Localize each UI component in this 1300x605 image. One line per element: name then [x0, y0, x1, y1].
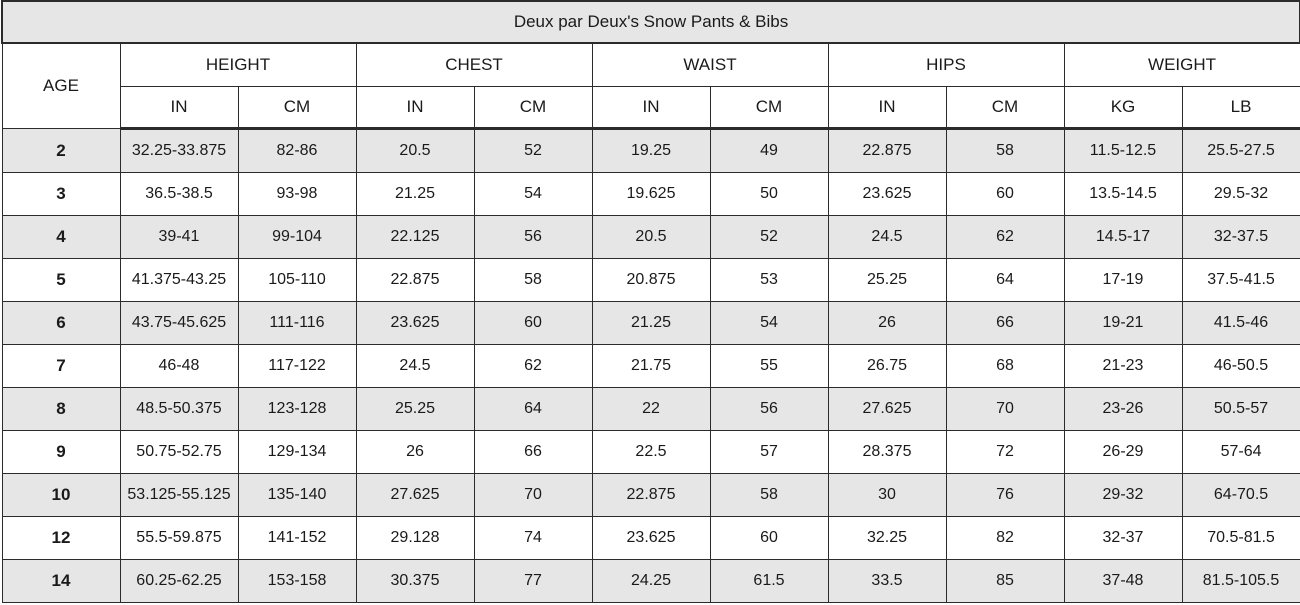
group-header-weight: WEIGHT	[1064, 43, 1300, 87]
table-title: Deux par Deux's Snow Pants & Bibs	[2, 1, 1300, 43]
table-cell: 77	[474, 560, 592, 603]
table-cell: 11.5-12.5	[1064, 129, 1182, 173]
table-cell: 81.5-105.5	[1182, 560, 1300, 603]
age-cell: 10	[2, 474, 120, 517]
table-cell: 85	[946, 560, 1064, 603]
size-chart-table	[1, 0, 1300, 603]
table-cell: 82-86	[238, 129, 356, 173]
age-cell: 6	[2, 302, 120, 345]
table-cell: 64-70.5	[1182, 474, 1300, 517]
table-cell: 74	[474, 517, 592, 560]
group-header-height: HEIGHT	[120, 43, 356, 87]
table-cell: 105-110	[238, 259, 356, 302]
table-cell: 53.125-55.125	[120, 474, 238, 517]
table-cell: 56	[474, 216, 592, 259]
table-cell: 117-122	[238, 345, 356, 388]
table-cell: 123-128	[238, 388, 356, 431]
table-cell: 20.875	[592, 259, 710, 302]
table-cell: 58	[710, 474, 828, 517]
table-cell: 54	[710, 302, 828, 345]
table-cell: 22.875	[828, 129, 946, 173]
table-cell: 70	[946, 388, 1064, 431]
table-cell: 129-134	[238, 431, 356, 474]
table-cell: 19.25	[592, 129, 710, 173]
table-row	[2, 216, 1300, 259]
table-cell: 19.625	[592, 173, 710, 216]
table-cell: 52	[710, 216, 828, 259]
table-cell: 17-19	[1064, 259, 1182, 302]
table-cell: 26	[356, 431, 474, 474]
table-cell: 46-50.5	[1182, 345, 1300, 388]
table-cell: 46-48	[120, 345, 238, 388]
age-cell: 8	[2, 388, 120, 431]
table-cell: 32.25-33.875	[120, 129, 238, 173]
group-header-waist: WAIST	[592, 43, 828, 87]
table-cell: 30	[828, 474, 946, 517]
table-cell: 32.25	[828, 517, 946, 560]
table-row	[2, 388, 1300, 431]
table-cell: 48.5-50.375	[120, 388, 238, 431]
table-cell: 26-29	[1064, 431, 1182, 474]
unit-header: LB	[1182, 87, 1300, 129]
table-cell: 29-32	[1064, 474, 1182, 517]
table-cell: 68	[946, 345, 1064, 388]
table-cell: 54	[474, 173, 592, 216]
table-cell: 24.5	[356, 345, 474, 388]
table-cell: 37-48	[1064, 560, 1182, 603]
table-cell: 43.75-45.625	[120, 302, 238, 345]
table-cell: 55.5-59.875	[120, 517, 238, 560]
table-cell: 66	[474, 431, 592, 474]
unit-header: IN	[356, 87, 474, 129]
unit-header: IN	[828, 87, 946, 129]
table-cell: 57-64	[1182, 431, 1300, 474]
table-cell: 22.875	[356, 259, 474, 302]
table-cell: 60	[710, 517, 828, 560]
unit-header: IN	[120, 87, 238, 129]
table-row	[2, 517, 1300, 560]
table-cell: 23.625	[356, 302, 474, 345]
table-cell: 21.75	[592, 345, 710, 388]
table-cell: 32-37.5	[1182, 216, 1300, 259]
table-cell: 25.25	[828, 259, 946, 302]
table-cell: 76	[946, 474, 1064, 517]
unit-header: IN	[592, 87, 710, 129]
table-cell: 20.5	[592, 216, 710, 259]
table-cell: 28.375	[828, 431, 946, 474]
table-cell: 39-41	[120, 216, 238, 259]
age-cell: 4	[2, 216, 120, 259]
table-cell: 37.5-41.5	[1182, 259, 1300, 302]
table-cell: 23.625	[828, 173, 946, 216]
age-cell: 2	[2, 129, 120, 173]
table-cell: 93-98	[238, 173, 356, 216]
table-row	[2, 173, 1300, 216]
table-cell: 36.5-38.5	[120, 173, 238, 216]
table-cell: 29.128	[356, 517, 474, 560]
table-row	[2, 129, 1300, 173]
unit-header: CM	[238, 87, 356, 129]
table-cell: 50.5-57	[1182, 388, 1300, 431]
table-cell: 20.5	[356, 129, 474, 173]
table-cell: 153-158	[238, 560, 356, 603]
table-row	[2, 431, 1300, 474]
table-cell: 70	[474, 474, 592, 517]
table-cell: 30.375	[356, 560, 474, 603]
table-cell: 21-23	[1064, 345, 1182, 388]
table-row	[2, 302, 1300, 345]
age-cell: 14	[2, 560, 120, 603]
group-header-hips: HIPS	[828, 43, 1064, 87]
table-body	[2, 129, 1300, 603]
table-cell: 24.25	[592, 560, 710, 603]
table-cell: 13.5-14.5	[1064, 173, 1182, 216]
table-cell: 21.25	[592, 302, 710, 345]
table-cell: 111-116	[238, 302, 356, 345]
table-cell: 14.5-17	[1064, 216, 1182, 259]
table-cell: 70.5-81.5	[1182, 517, 1300, 560]
table-cell: 58	[946, 129, 1064, 173]
table-cell: 72	[946, 431, 1064, 474]
table-cell: 19-21	[1064, 302, 1182, 345]
table-cell: 29.5-32	[1182, 173, 1300, 216]
table-cell: 52	[474, 129, 592, 173]
table-row	[2, 259, 1300, 302]
unit-header: CM	[946, 87, 1064, 129]
table-cell: 24.5	[828, 216, 946, 259]
table-cell: 53	[710, 259, 828, 302]
age-cell: 5	[2, 259, 120, 302]
table-row	[2, 345, 1300, 388]
unit-header: CM	[474, 87, 592, 129]
table-cell: 61.5	[710, 560, 828, 603]
table-cell: 27.625	[356, 474, 474, 517]
age-cell: 3	[2, 173, 120, 216]
table-cell: 62	[946, 216, 1064, 259]
table-cell: 57	[710, 431, 828, 474]
table-cell: 82	[946, 517, 1064, 560]
table-cell: 60.25-62.25	[120, 560, 238, 603]
table-cell: 41.375-43.25	[120, 259, 238, 302]
table-cell: 58	[474, 259, 592, 302]
table-cell: 23-26	[1064, 388, 1182, 431]
table-cell: 60	[946, 173, 1064, 216]
table-cell: 56	[710, 388, 828, 431]
age-cell: 7	[2, 345, 120, 388]
table-row	[2, 474, 1300, 517]
table-cell: 26.75	[828, 345, 946, 388]
table-cell: 27.625	[828, 388, 946, 431]
age-cell: 12	[2, 517, 120, 560]
table-cell: 99-104	[238, 216, 356, 259]
table-cell: 41.5-46	[1182, 302, 1300, 345]
table-cell: 60	[474, 302, 592, 345]
table-cell: 22.875	[592, 474, 710, 517]
table-cell: 55	[710, 345, 828, 388]
table-cell: 22.5	[592, 431, 710, 474]
age-header: AGE	[2, 43, 120, 129]
unit-header: KG	[1064, 87, 1182, 129]
table-cell: 32-37	[1064, 517, 1182, 560]
table-cell: 62	[474, 345, 592, 388]
unit-header: CM	[710, 87, 828, 129]
table-row	[2, 560, 1300, 603]
table-cell: 135-140	[238, 474, 356, 517]
table-cell: 25.5-27.5	[1182, 129, 1300, 173]
group-header-chest: CHEST	[356, 43, 592, 87]
table-cell: 33.5	[828, 560, 946, 603]
table-cell: 22.125	[356, 216, 474, 259]
table-cell: 21.25	[356, 173, 474, 216]
table-cell: 50	[710, 173, 828, 216]
table-cell: 50.75-52.75	[120, 431, 238, 474]
table-cell: 25.25	[356, 388, 474, 431]
table-cell: 141-152	[238, 517, 356, 560]
table-cell: 26	[828, 302, 946, 345]
table-cell: 49	[710, 129, 828, 173]
age-cell: 9	[2, 431, 120, 474]
table-cell: 64	[474, 388, 592, 431]
table-cell: 23.625	[592, 517, 710, 560]
table-cell: 22	[592, 388, 710, 431]
table-cell: 66	[946, 302, 1064, 345]
table-cell: 64	[946, 259, 1064, 302]
